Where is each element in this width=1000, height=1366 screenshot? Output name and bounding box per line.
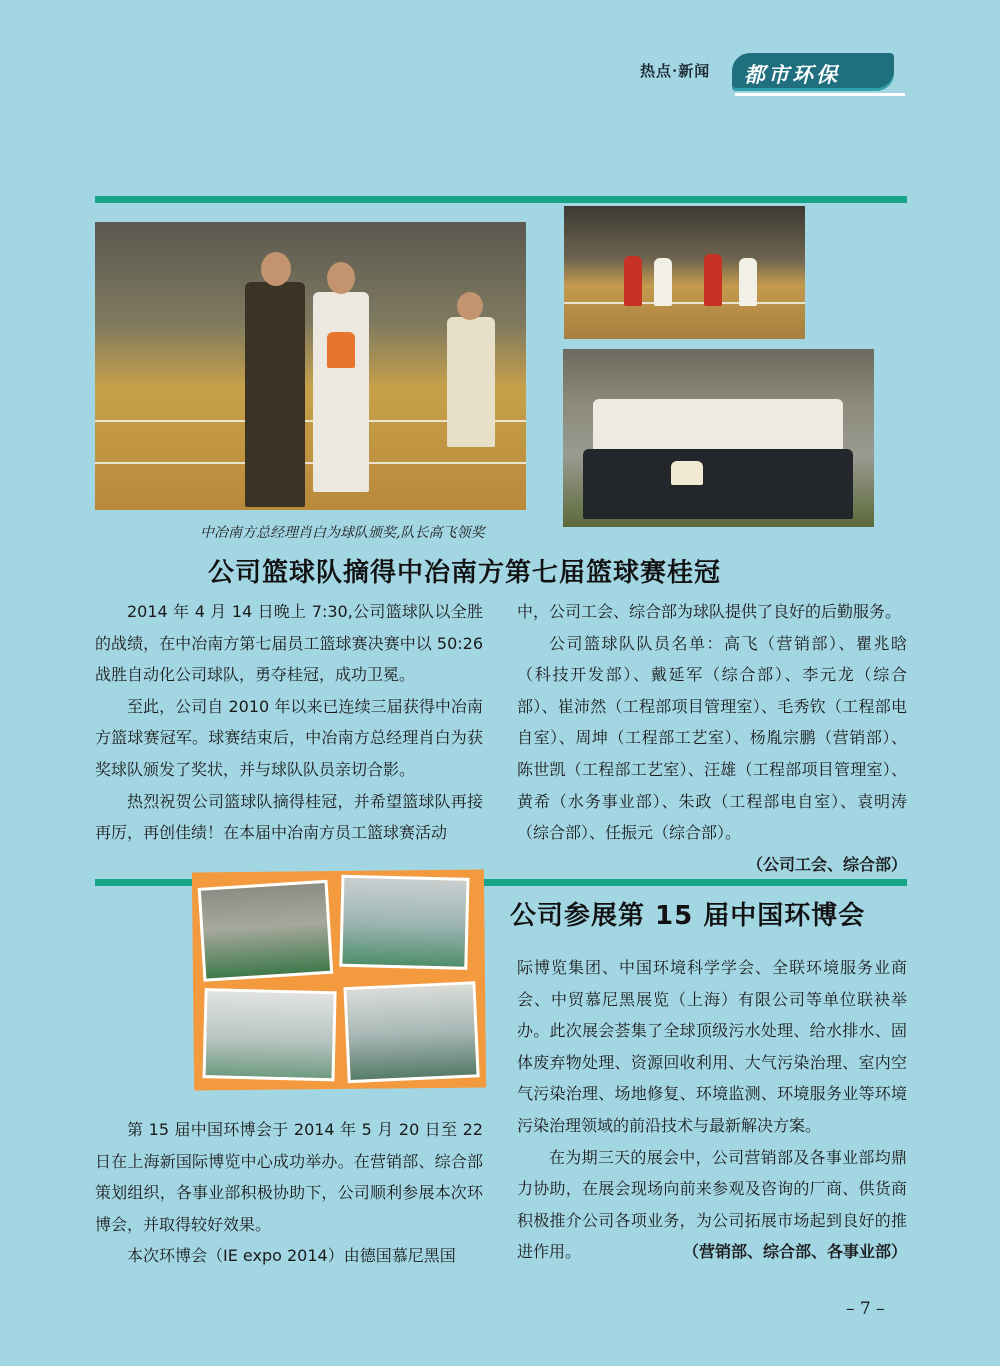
article-signature: （公司工会、综合部） xyxy=(746,854,907,874)
paragraph: 热烈祝贺公司篮球队摘得桂冠，并希望篮球队再接再厉，再创佳绩！在本届中冶南方员工篮球赛活动 xyxy=(95,791,483,843)
paragraph: 际博览集团、中国环境科学学会、全联环境服务业商会、中贸慕尼黑展览（上海）有限公司等单位联袂举办。此次展会荟集了全球顶级污水处理、给水排水、固体废弃物处理、资源回收利用、大气污染治理、室内空气污染治理、场地修复、环境监测、环境服务业等环境污染治理领域的前沿技术与最新解决方案。 xyxy=(517,958,907,1135)
article-column-right xyxy=(517,596,907,881)
expo-photo xyxy=(202,988,336,1081)
brand-title: 都市环保 xyxy=(744,62,840,87)
paragraph: 至此，公司自 2010 年以来已连续三届获得中冶南方篮球赛冠军。球赛结束后，中冶南方总经理肖白为获奖球队颁发了奖状，并与球队队员亲切合影。 xyxy=(95,696,483,779)
article-title: 公司参展第 15 届中国环博会 xyxy=(510,901,866,931)
expo-photo xyxy=(343,981,479,1083)
paragraph: 公司篮球队队员名单：高飞（营销部）、瞿兆晗（科技开发部）、戴延军（综合部）、李元龙（综合部）、崔沛然（工程部项目管理室）、毛秀钦（工程部电自室）、周坤（工程部工艺室）、杨胤宗鹏（营销部）、陈世凯（工程部工艺室）、汪雄（工程部项目管理室）、黄希（水务事业部）、朱政（工程部电自室）、袁明涛（综合部）、任振元（综合部）。 xyxy=(517,633,907,843)
paragraph: 本次环博会（IE expo 2014）由德国慕尼黑国 xyxy=(127,1246,456,1266)
award-ceremony-photo xyxy=(95,222,526,510)
paragraph: 2014 年 4 月 14 日晚上 7:30,公司篮球队以全胜的战绩，在中冶南方第七届员工篮球赛决赛中以 50:26 战胜自动化公司球队，勇夺桂冠，成功卫冕。 xyxy=(95,602,483,685)
photo-caption: 中冶南方总经理肖白为球队颁奖,队长高飞领奖 xyxy=(200,525,485,541)
basketball-game-photo xyxy=(564,206,805,339)
article-title: 公司篮球队摘得中冶南方第七届篮球赛桂冠 xyxy=(208,558,722,588)
paragraph: 在为期三天的展会中，公司营销部及各事业部均鼎力协助，在展会现场向前来参观及咨询的厂商、供货商积极推介公司各项业务，为公司拓展市场起到良好的推进作用。 xyxy=(517,1147,907,1262)
brand-banner xyxy=(732,53,894,91)
expo-photo-collage xyxy=(192,869,486,1090)
article-column-left xyxy=(95,1114,483,1272)
section-divider-top xyxy=(95,196,907,203)
article-column-left xyxy=(95,596,483,849)
article-signature: （营销部、综合部、各事业部） xyxy=(682,1242,907,1262)
team-group-photo xyxy=(563,349,874,527)
article-column-right xyxy=(517,952,907,1268)
expo-photo xyxy=(198,880,334,982)
section-label: 热点·新闻 xyxy=(640,62,711,80)
paragraph: 第 15 届中国环博会于 2014 年 5 月 20 日至 22 日在上海新国际博览中心成功举办。在营销部、综合部策划组织，各事业部积极协助下，公司顺利参展本次环博会，并取得较好效果。 xyxy=(95,1120,483,1234)
page-number: – 7 – xyxy=(846,1299,885,1319)
paragraph: 中，公司工会、综合部为球队提供了良好的后勤服务。 xyxy=(517,602,902,621)
expo-photo xyxy=(339,875,469,970)
header-underline xyxy=(735,93,905,96)
